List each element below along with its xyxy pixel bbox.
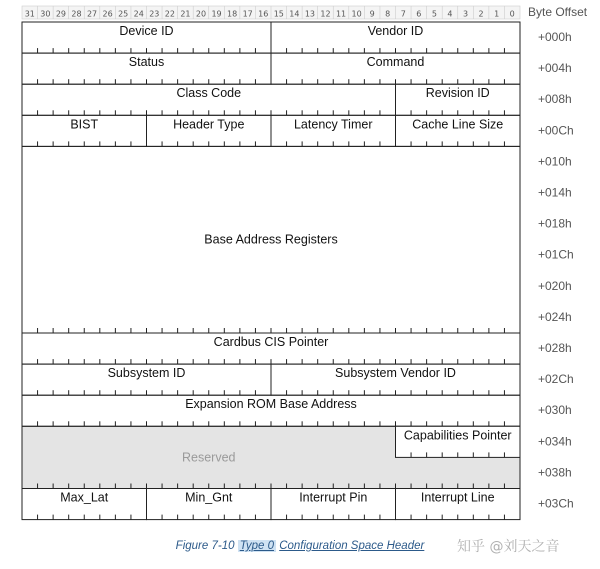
byte-offset-label: +018h <box>538 216 572 231</box>
field-label: Interrupt Pin <box>299 490 368 505</box>
bit-number: 22 <box>164 9 175 19</box>
bit-number: 3 <box>462 9 469 19</box>
field-label: Max_Lat <box>60 490 109 505</box>
byte-offset-label: +020h <box>538 278 572 293</box>
bit-number: 5 <box>431 9 437 19</box>
bit-number: 25 <box>118 9 129 19</box>
field-label: Subsystem ID <box>107 366 186 381</box>
bit-number: 27 <box>86 9 98 19</box>
bit-number: 19 <box>211 9 222 19</box>
bit-number: 4 <box>447 9 453 19</box>
field-label: Device ID <box>119 24 174 38</box>
byte-offset-label: +02Ch <box>538 372 574 387</box>
field-label: Reserved <box>182 450 236 465</box>
field-label: Base Address Registers <box>204 232 338 247</box>
byte-offset-label: +030h <box>538 403 572 418</box>
byte-offset-label: +014h <box>538 185 572 200</box>
byte-offset-label: +008h <box>538 92 572 107</box>
bit-number: 14 <box>289 9 300 19</box>
watermark: 知乎 @刘天之音 <box>457 539 560 555</box>
bit-number: 10 <box>351 9 362 19</box>
field-label: Cardbus CIS Pointer <box>213 335 329 349</box>
bit-number: 21 <box>180 9 191 19</box>
bit-number: 24 <box>133 9 144 19</box>
bit-number: 23 <box>149 9 160 19</box>
figure-number: Figure 7-10 <box>175 540 235 552</box>
byte-offset-label: +024h <box>538 309 572 324</box>
field-label: Expansion ROM Base Address <box>185 397 357 412</box>
bit-number: 11 <box>335 9 347 19</box>
byte-offset-label: +00Ch <box>538 123 574 138</box>
bit-number: 28 <box>71 9 82 19</box>
bit-number: 29 <box>55 9 66 19</box>
bit-number: 6 <box>416 9 422 19</box>
byte-offset-label: +01Ch <box>538 247 574 262</box>
byte-offset-label: +028h <box>538 341 572 355</box>
bit-number: 1 <box>494 9 500 19</box>
field-label: BIST <box>70 117 99 132</box>
bit-number: 7 <box>400 9 406 19</box>
field-label: Interrupt Line <box>420 490 495 505</box>
byte-offset-header: Byte Offset <box>528 5 588 19</box>
field-label: Header Type <box>173 117 245 132</box>
field-label: Subsystem Vendor ID <box>335 366 456 381</box>
field-label: Command <box>366 55 425 70</box>
bit-number: 12 <box>320 9 331 19</box>
bit-number: 9 <box>369 9 375 19</box>
caption-text: Configuration Space Header <box>279 540 425 552</box>
field-label: Status <box>128 55 165 70</box>
bit-number: 31 <box>24 9 35 19</box>
byte-offset-label: +038h <box>538 465 572 480</box>
byte-offset-label: +010h <box>538 154 572 169</box>
bit-number: 30 <box>40 9 51 19</box>
field-label: Cache Line Size <box>412 117 504 132</box>
byte-offset-label: +000h <box>538 30 572 44</box>
byte-offset-label: +004h <box>538 61 572 76</box>
bit-number: 17 <box>242 9 253 19</box>
caption-highlight: Type 0 <box>239 540 274 552</box>
field-label: Capabilities Pointer <box>403 428 512 443</box>
bit-number: 8 <box>385 9 391 19</box>
field-label: Latency Timer <box>293 117 373 132</box>
bit-number: 20 <box>195 9 207 19</box>
field-label: Revision ID <box>425 86 490 101</box>
bit-number: 13 <box>304 9 315 19</box>
bit-number: 0 <box>509 9 515 19</box>
bit-number: 26 <box>102 9 113 19</box>
bit-number: 15 <box>273 9 284 19</box>
field-label: Vendor ID <box>367 24 424 38</box>
byte-offset-label: +034h <box>538 434 572 449</box>
field-label: Min_Gnt <box>185 490 233 505</box>
field-label: Class Code <box>176 86 242 101</box>
bit-number: 2 <box>478 9 484 19</box>
bit-number: 16 <box>258 9 269 19</box>
bit-number: 18 <box>227 9 238 19</box>
byte-offset-label: +03Ch <box>538 496 574 511</box>
